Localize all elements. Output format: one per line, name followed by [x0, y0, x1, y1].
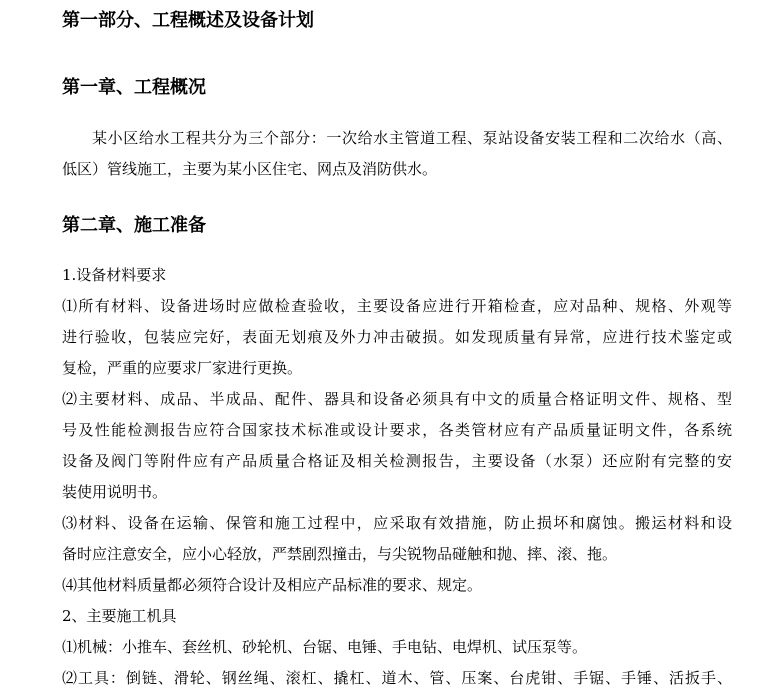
- text-line: ⑷其他材料质量都必须符合设计及相应产品标准的要求、规定。: [62, 576, 483, 594]
- text-line: 设备及阀门等附件应有产品质量合格证及相关检测报告，主要设备（水泵）还应附有完整的安: [62, 452, 732, 470]
- text-line: ⑶材料、设备在运输、保管和施工过程中，应采取有效措施，防止损坏和腐蚀。搬运材料和设: [62, 514, 732, 532]
- text-line: 装使用说明书。: [62, 483, 168, 501]
- text-line: ⑴机械：小推车、套丝机、砂轮机、台锯、电锤、手电钻、电焊机、试压泵等。: [62, 638, 588, 656]
- text-line: ⑵主要材料、成品、半成品、配件、器具和设备必须具有中文的质量合格证明文件、规格、型: [62, 390, 732, 408]
- text-line: ⑴所有材料、设备进场时应做检查验收，主要设备应进行开箱检查，应对品种、规格、外观等: [62, 297, 732, 315]
- overview-paragraph: [62, 123, 732, 185]
- chapter-1-title: 第一章、工程概况: [62, 77, 206, 98]
- text-line: 进行验收，包装应完好，表面无划痕及外力冲击破损。如发现质量有异常，应进行技术鉴定或: [62, 328, 732, 346]
- text-line: 备时应注意安全，应小心轻放，严禁剧烈撞击，与尖锐物品碰触和抛、摔、滚、拖。: [62, 545, 618, 563]
- chapter-2-title: 第二章、施工准备: [62, 215, 206, 236]
- text-line: 号及性能检测报告应符合国家技术标准或设计要求，各类管材应有产品质量证明文件，各系统: [62, 421, 732, 439]
- part-title: 第一部分、工程概述及设备计划: [62, 10, 314, 31]
- overview-line-2: 低区）管线施工，主要为某小区住宅、网点及消防供水。: [62, 160, 438, 178]
- section-heading-tools: 2、主要施工机具: [62, 607, 177, 625]
- text-line: ⑵工具：倒链、滑轮、钢丝绳、滚杠、撬杠、道木、管、压案、台虎钳、手锯、手锤、活扳手、: [62, 669, 732, 687]
- text-line: 复检，严重的应要求厂家进行更换。: [62, 359, 303, 377]
- overview-line-1: 某小区给水工程共分为三个部分：一次给水主管道工程、泵站设备安装工程和二次给水（高、: [92, 129, 732, 147]
- preparation-section: [62, 260, 732, 694]
- section-heading-materials: 1.设备材料要求: [62, 266, 167, 284]
